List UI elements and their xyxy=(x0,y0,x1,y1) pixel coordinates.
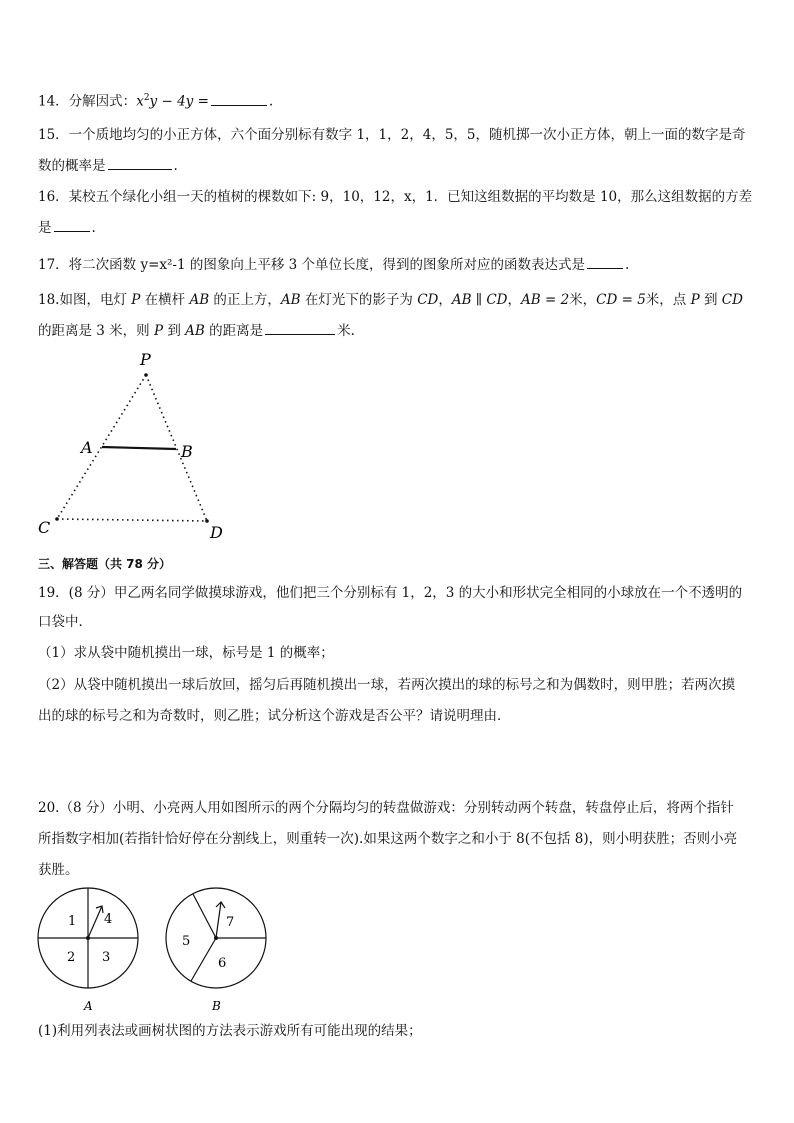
question-14: 14．分解因式：$x^2y - 4y$ = . xyxy=(38,88,273,112)
spinner-b-divider xyxy=(191,938,216,981)
label-c: C xyxy=(38,518,51,537)
spinner-a-sector: 2 xyxy=(67,950,76,965)
spinner-b-divider xyxy=(193,894,216,938)
question-17: 17．将二次函数 y=x²-1 的图象向上平移 3 个单位长度，得到的图象所对应的函数表达式是 . xyxy=(38,254,629,275)
bar-ab xyxy=(102,447,176,449)
question-19-part-1: （1）求从袋中随机摸出一球，标号是 1 的概率； xyxy=(38,645,334,661)
spinner-a-sector: 1 xyxy=(68,914,77,929)
question-19-line-1: 19．(8 分）甲乙两名同学做摸球游戏，他们把三个分别标有 1，2，3 的大小和形状完全相同的小球放在一个不透明的 xyxy=(38,585,743,601)
point-p xyxy=(144,373,148,377)
spinner-b-sector: 6 xyxy=(218,956,227,971)
spinner-a-sector: 4 xyxy=(104,912,113,927)
label-p: P xyxy=(140,350,151,369)
spinner-b-center xyxy=(214,936,218,940)
question-20-line-1: 20.（8 分）小明、小亮两人用如图所示的两个分隔均匀的转盘做游戏：分别转动两个转盘，转盘停止后，将两个指针 xyxy=(38,800,734,816)
question-19-part-2-line-2: 出的球的标号之和为奇数时，则乙胜；试分析这个游戏是否公平？请说明理由． xyxy=(38,708,511,724)
spinner-a-label: A xyxy=(84,999,93,1013)
question-19-part-2-line-1: （2）从袋中随机摸出一球后放回，摇匀后再随机摸出一球，若两次摸出的球的标号之和为偶数时，则甲胜；若两次摸 xyxy=(38,677,736,693)
spinner-b-sector: 5 xyxy=(182,934,191,949)
spinner-b-pointer xyxy=(216,902,221,938)
question-15-line-1: 15．一个质地均匀的小正方体，六个面分别标有数字 1，1，2，4，5，5，随机掷一次小正方体，朝上一面的数字是奇 xyxy=(38,127,746,143)
question-16-line-2: 是 . xyxy=(38,217,96,238)
answer-blank[interactable] xyxy=(54,217,90,232)
section-header: 三、解答题（共 78 分） xyxy=(38,557,172,571)
spinner-a-sector: 3 xyxy=(102,950,111,965)
lamp-shadow-figure xyxy=(30,345,240,545)
question-18-line-1: 18.如图，电灯 P 在横杆 AB 的正上方，AB 在灯光下的影子为 CD，AB ∥ CD，AB = 2米，CD = 5米，点 P 到 CD xyxy=(38,292,743,308)
answer-blank[interactable] xyxy=(587,254,623,269)
answer-blank[interactable] xyxy=(211,91,267,106)
point-d xyxy=(205,519,209,523)
question-15-line-2: 数的概率是 . xyxy=(38,155,178,176)
question-18-line-2: 的距离是 3 米，则 P 到 AB 的距离是 米. xyxy=(38,320,355,341)
answer-blank[interactable] xyxy=(108,155,172,170)
question-20-line-3: 获胜。 xyxy=(38,862,79,878)
question-19-line-2: 口袋中． xyxy=(38,614,92,630)
spinner-a xyxy=(36,886,142,1016)
label-d: D xyxy=(210,523,223,542)
label-b: B xyxy=(181,442,193,461)
spinner-a-center xyxy=(86,936,90,940)
spinner-a-pointer xyxy=(88,906,102,938)
question-16-line-1: 16．某校五个绿化小组一天的植树的棵数如下: 9，10，12，x，1．已知这组数据的平均数是 10，那么这组数据的方差 xyxy=(38,189,753,205)
question-20-part-1: (1)利用列表法或画树状图的方法表示游戏所有可能出现的结果； xyxy=(38,1023,422,1039)
spinner-b-sector: 7 xyxy=(226,915,235,930)
label-a: A xyxy=(81,438,93,457)
spinner-b xyxy=(164,886,272,1016)
point-c xyxy=(55,517,59,521)
answer-blank[interactable] xyxy=(265,320,335,335)
line-cd xyxy=(57,519,207,521)
spinner-b-label: B xyxy=(212,999,221,1013)
question-20-line-2: 所指数字相加(若指针恰好停在分割线上，则重转一次).如果这两个数字之和小于 8(不包括 8)，则小明获胜；否则小亮 xyxy=(38,831,738,847)
